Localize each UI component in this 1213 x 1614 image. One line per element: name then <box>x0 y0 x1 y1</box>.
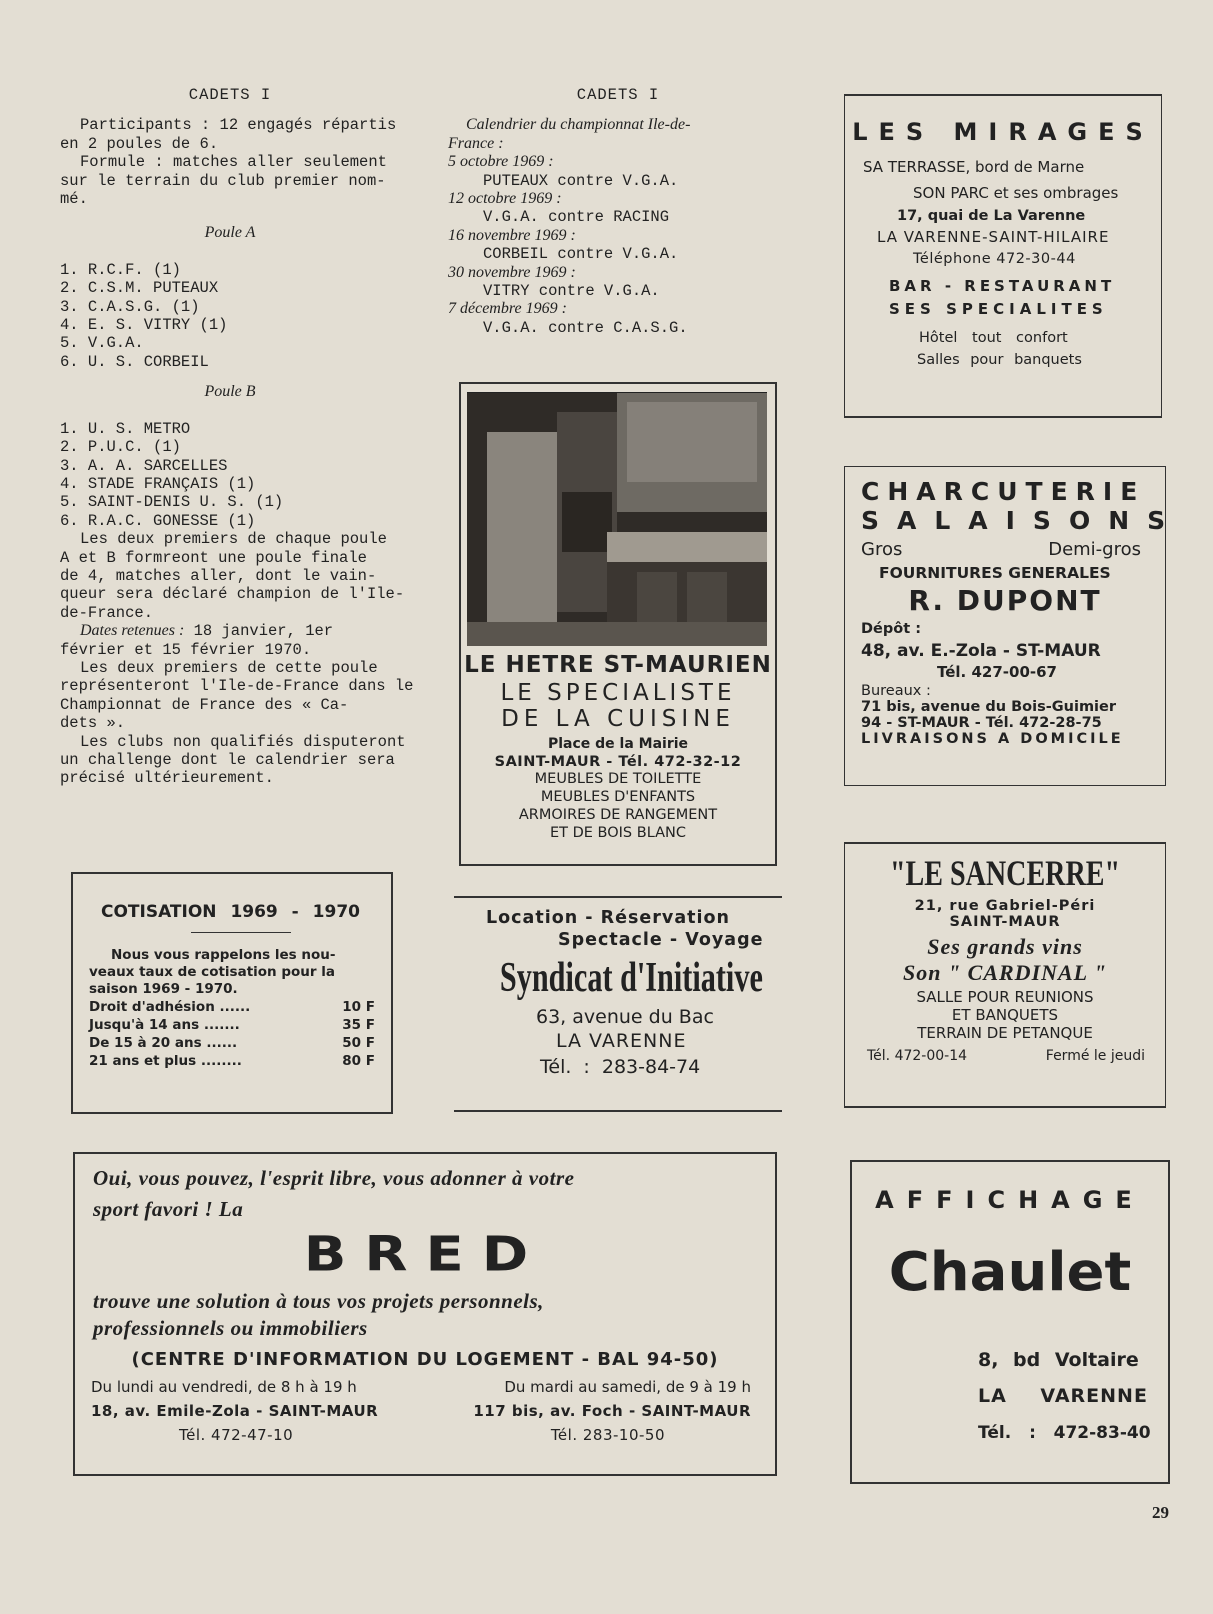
cotisation-title: COTISATION 1969 - 1970 <box>101 902 360 922</box>
bred-intro-2: sport favori ! La <box>93 1197 244 1221</box>
charcuterie-depot-tel: Tél. 427-00-67 <box>937 663 1057 681</box>
finale-line: A et B formreont une poule finale <box>60 548 367 567</box>
cotisation-row-value: 10 F <box>342 999 375 1015</box>
charcuterie-depot-addr: 48, av. E.-Zola - ST-MAUR <box>861 641 1101 661</box>
page-number: 29 <box>1152 1503 1169 1522</box>
sancerre-petanque: TERRAIN DE PETANQUE <box>917 1024 1093 1042</box>
dates-line-1 <box>60 622 400 640</box>
affichage-name: Chaulet <box>888 1241 1132 1304</box>
syndicat-city: LA VARENNE <box>556 1030 687 1052</box>
match-date: 5 octobre 1969 : <box>448 153 554 171</box>
bred-left-addr: 18, av. Emile-Zola - SAINT-MAUR <box>91 1402 379 1420</box>
hetre-sub-1: LE SPECIALISTE <box>500 680 736 706</box>
cotisation-row-value: 35 F <box>342 1017 375 1033</box>
bred-left-hours: Du lundi au vendredi, de 8 h à 19 h <box>91 1378 357 1396</box>
poule-b-item: 4. STADE FRANÇAIS (1) <box>60 474 256 493</box>
dates-line-2: février et 15 février 1970. <box>60 640 312 659</box>
row-label-text: De 15 à 20 ans <box>89 1035 202 1051</box>
ad-les-mirages <box>844 94 1162 418</box>
cotisation-intro-line: saison 1969 - 1970. <box>89 981 238 997</box>
cotisation-row-label <box>89 1016 240 1034</box>
non-qualifies-line: précisé ultérieurement. <box>60 769 274 788</box>
poule-a-item: 5. V.G.A. <box>60 334 144 353</box>
bred-addr-row <box>75 1402 775 1420</box>
charcuterie-bureaux-addr-2: 94 - ST-MAUR - Tél. 472-28-75 <box>861 715 1102 731</box>
mirages-line: Salles pour banquets <box>917 352 1082 368</box>
charcuterie-title-1: CHARCUTERIE <box>861 477 1146 506</box>
row-label-text: 21 ans et plus <box>89 1053 197 1069</box>
cotisation-divider <box>191 932 291 933</box>
syndicat-tel: Tél. : 283-84-74 <box>540 1056 701 1078</box>
ad-charcuterie <box>844 466 1184 786</box>
middle-column <box>448 86 788 337</box>
poule-a-title: Poule A <box>204 224 256 242</box>
finale-line: de-France. <box>60 603 154 622</box>
mirages-line: Hôtel tout confort <box>919 330 1068 346</box>
cotisation-row-value: 80 F <box>342 1053 375 1069</box>
bred-solution-2: professionnels ou immobiliers <box>93 1316 368 1340</box>
sancerre-addr: 21, rue Gabriel-Péri <box>914 898 1096 914</box>
cotisation-table <box>73 998 391 1070</box>
ad-affichage-chaulet <box>850 1160 1170 1484</box>
mirages-line: 17, quai de La Varenne <box>897 208 1086 224</box>
syndicat-line-2: Spectacle - Voyage <box>558 930 764 950</box>
cotisation-row <box>89 1034 375 1052</box>
affichage-tel-row <box>852 1423 1168 1443</box>
mirages-line: SON PARC et ses ombrages <box>913 184 1119 202</box>
charcuterie-gros: Gros <box>861 539 903 560</box>
bred-left-tel: Tél. 472-47-10 <box>179 1426 294 1444</box>
bred-hours-row <box>75 1378 775 1396</box>
poule-a-item: 3. C.A.S.G. (1) <box>60 297 200 316</box>
poule-b-item: 3. A. A. SARCELLES <box>60 456 228 475</box>
formule-line-3: mé. <box>60 190 88 209</box>
mirages-title: LES MIRAGES <box>852 118 1154 146</box>
cotisation-row-label <box>89 998 250 1016</box>
cotisation-row <box>89 1016 375 1034</box>
poule-a-item: 2. C.S.M. PUTEAUX <box>60 279 219 298</box>
syndicat-addr: 63, avenue du Bac <box>536 1006 714 1028</box>
representer-line: représenteront l'Ile-de-France dans le <box>60 677 414 696</box>
match-date: 30 novembre 1969 : <box>448 263 576 281</box>
bred-right-tel: Tél. 283-10-50 <box>550 1426 665 1444</box>
match-line: V.G.A. contre C.A.S.G. <box>483 318 688 337</box>
mirages-phone: Téléphone 472-30-44 <box>913 251 1076 267</box>
sancerre-city: SAINT-MAUR <box>949 914 1061 930</box>
match-date: 16 novembre 1969 : <box>448 226 576 244</box>
charcuterie-title-2: SALAISONS <box>861 506 1184 535</box>
hetre-item: ET DE BOIS BLANC <box>549 825 686 841</box>
sancerre-footer <box>845 1048 1165 1064</box>
poule-b-item: 6. R.A.C. GONESSE (1) <box>60 511 256 530</box>
charcuterie-fournitures: FOURNITURES GENERALES <box>879 564 1111 582</box>
bred-name: BRED <box>303 1226 547 1283</box>
cotisation-row-value: 50 F <box>342 1035 375 1051</box>
middle-heading: CADETS I <box>576 86 660 104</box>
cotisation-row-label <box>89 1034 237 1052</box>
non-qualifies-line: Les clubs non qualifiés disputeront <box>80 732 406 751</box>
row-label-text: Droit d'adhésion <box>89 999 215 1015</box>
bred-right-hours: Du mardi au samedi, de 9 à 19 h <box>504 1378 751 1396</box>
representer-line: Championnat de France des « Ca- <box>60 695 349 714</box>
mirages-line: BAR - RESTAURANT <box>889 277 1116 295</box>
affichage-city: LA VARENNE <box>978 1385 1148 1407</box>
ad-cotisation <box>71 872 393 1114</box>
participants-line-2: en 2 poules de 6. <box>60 134 219 153</box>
hetre-place: Place de la Mairie <box>547 736 689 752</box>
representer-line: Les deux premiers de cette poule <box>80 658 378 677</box>
sancerre-wines: Ses grands vins <box>927 934 1083 959</box>
non-qualifies-line: un challenge dont le calendrier sera <box>60 751 395 769</box>
ad-syndicat-initiative <box>454 896 782 1112</box>
row-dots: ....... <box>203 1017 240 1033</box>
bred-centre: (CENTRE D'INFORMATION DU LOGEMENT - BAL 94-50) <box>131 1349 719 1370</box>
match-line: V.G.A. contre RACING <box>483 208 670 227</box>
dates-rest: 18 janvier, 1er <box>193 622 334 641</box>
cotisation-intro-line: veaux taux de cotisation pour la <box>89 964 335 980</box>
representer-line: dets ». <box>60 714 126 733</box>
ad-le-sancerre <box>844 842 1166 1108</box>
row-dots: ...... <box>219 999 251 1015</box>
match-line: VITRY contre V.G.A. <box>483 282 660 301</box>
left-heading: CADETS I <box>188 86 272 104</box>
cotisation-row <box>89 998 375 1016</box>
charcuterie-name: R. DUPONT <box>908 584 1102 617</box>
sancerre-ferme: Fermé le jeudi <box>1045 1048 1145 1064</box>
affichage-title: AFFICHAGE <box>875 1186 1145 1214</box>
sancerre-salle-2: ET BANQUETS <box>951 1006 1059 1024</box>
charcuterie-demi-gros: Demi-gros <box>1048 539 1141 560</box>
participants-line-1: Participants : 12 engagés répartis <box>80 116 397 135</box>
bred-solution-1: trouve une solution à tous vos projets personnels, <box>93 1289 544 1313</box>
poule-a-item: 1. R.C.F. (1) <box>60 260 181 279</box>
poule-b-item: 1. U. S. METRO <box>60 419 191 438</box>
poule-b-item: 5. SAINT-DENIS U. S. (1) <box>60 493 284 512</box>
syndicat-line-1: Location - Réservation <box>486 908 730 928</box>
poule-a-item: 6. U. S. CORBEIL <box>60 352 209 371</box>
bred-intro-1: Oui, vous pouvez, l'esprit libre, vous adonner à votre <box>93 1166 575 1190</box>
sancerre-name: "LE SANCERRE" <box>889 853 1121 893</box>
match-line: PUTEAUX contre V.G.A. <box>483 171 679 190</box>
formule-line-2: sur le terrain du club premier nom- <box>60 171 386 190</box>
hetre-sub-2: DE LA CUISINE <box>501 706 735 732</box>
cotisation-row-label <box>89 1052 242 1070</box>
charcuterie-bureaux-label: Bureaux : <box>861 683 931 699</box>
bred-right-addr: 117 bis, av. Foch - SAINT-MAUR <box>473 1402 751 1420</box>
row-dots: ........ <box>200 1053 242 1069</box>
syndicat-name: Syndicat d'Initiative <box>499 955 763 1001</box>
cotisation-row <box>89 1052 375 1070</box>
charcuterie-gros-row <box>845 539 1165 560</box>
ad-bred <box>73 1152 777 1476</box>
charcuterie-bureaux-addr-1: 71 bis, avenue du Bois-Guimier <box>861 699 1117 715</box>
match-date: 12 octobre 1969 : <box>448 190 562 208</box>
hetre-title: LE HETRE ST-MAURIEN <box>464 652 772 678</box>
formule-line-1: Formule : matches aller seulement <box>80 153 387 172</box>
sancerre-cardinal: Son " CARDINAL " <box>902 960 1108 985</box>
kitchen-illustration <box>467 392 767 646</box>
charcuterie-livraisons: LIVRAISONS A DOMICILE <box>861 731 1124 747</box>
hetre-item: MEUBLES D'ENFANTS <box>540 789 696 805</box>
calendar-title-line-1: Calendrier du championnat Ile-de- <box>466 116 691 134</box>
poule-a-item: 4. E. S. VITRY (1) <box>60 316 228 335</box>
kitchen-photo <box>467 392 767 646</box>
hetre-item: ARMOIRES DE RANGEMENT <box>518 807 718 823</box>
sancerre-tel: Tél. 472-00-14 <box>867 1048 968 1064</box>
hetre-city: SAINT-MAUR - Tél. 472-32-12 <box>494 754 742 770</box>
calendar-title-line-2: France : <box>448 134 504 152</box>
dates-label: Dates retenues : <box>80 622 185 640</box>
hetre-item: MEUBLES DE TOILETTE <box>534 771 702 787</box>
bred-tel-row <box>75 1426 775 1444</box>
match-line: CORBEIL contre V.G.A. <box>483 245 679 264</box>
charcuterie-depot-label: Dépôt : <box>861 621 921 637</box>
left-column <box>60 86 414 788</box>
mirages-line: SES SPECIALITES <box>889 300 1108 318</box>
finale-line: queur sera déclaré champion de l'Ile- <box>60 585 405 604</box>
mirages-line: LA VARENNE-SAINT-HILAIRE <box>877 228 1110 246</box>
finale-line: de 4, matches aller, dont le vain- <box>60 566 377 585</box>
affichage-tel-label: Tél. : <box>978 1423 1036 1443</box>
cotisation-intro-line: Nous vous rappelons les nou- <box>111 947 336 963</box>
ad-hetre-st-maurien <box>459 382 777 866</box>
match-date: 7 décembre 1969 : <box>448 300 567 318</box>
row-dots: ...... <box>206 1035 238 1051</box>
finale-line: Les deux premiers de chaque poule <box>80 530 387 549</box>
poule-b-title: Poule B <box>204 383 256 401</box>
row-label-text: Jusqu'à 14 ans <box>89 1017 200 1033</box>
sancerre-salle-1: SALLE POUR REUNIONS <box>916 988 1094 1006</box>
poule-b-item: 2. P.U.C. (1) <box>60 438 181 457</box>
affichage-tel: 472-83-40 <box>1053 1423 1151 1443</box>
affichage-addr: 8, bd Voltaire <box>978 1349 1139 1371</box>
mirages-line: SA TERRASSE, bord de Marne <box>863 158 1085 176</box>
